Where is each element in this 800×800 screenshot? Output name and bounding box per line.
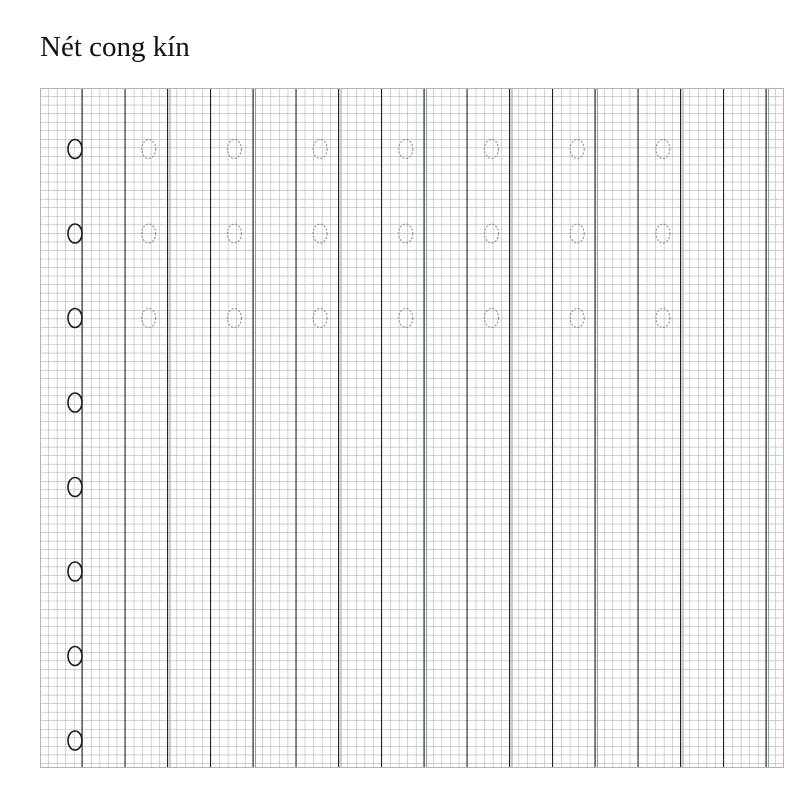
trace-glyph-o: [142, 309, 156, 328]
trace-glyph-o: [313, 309, 327, 328]
trace-glyph-o: [142, 140, 156, 159]
trace-glyph-o: [399, 140, 413, 159]
trace-glyph-o: [570, 140, 584, 159]
trace-glyph-o: [656, 140, 670, 159]
trace-glyph-o: [227, 309, 241, 328]
trace-glyph-o: [485, 309, 499, 328]
trace-glyph-o: [570, 309, 584, 328]
trace-glyph-o: [656, 309, 670, 328]
trace-glyph-o: [485, 140, 499, 159]
grid-canvas: [40, 88, 784, 768]
sample-glyph-o: [68, 140, 82, 159]
sample-glyph-o: [68, 478, 82, 497]
trace-glyph-o: [227, 140, 241, 159]
page-title: Nét cong kín: [40, 31, 190, 63]
sample-glyph-o: [68, 647, 82, 666]
handwriting-grid: [40, 88, 784, 768]
sample-glyph-o: [68, 562, 82, 581]
sample-glyph-o: [68, 731, 82, 750]
sample-glyph-o: [68, 309, 82, 328]
trace-glyph-o: [313, 140, 327, 159]
trace-glyph-o: [399, 309, 413, 328]
